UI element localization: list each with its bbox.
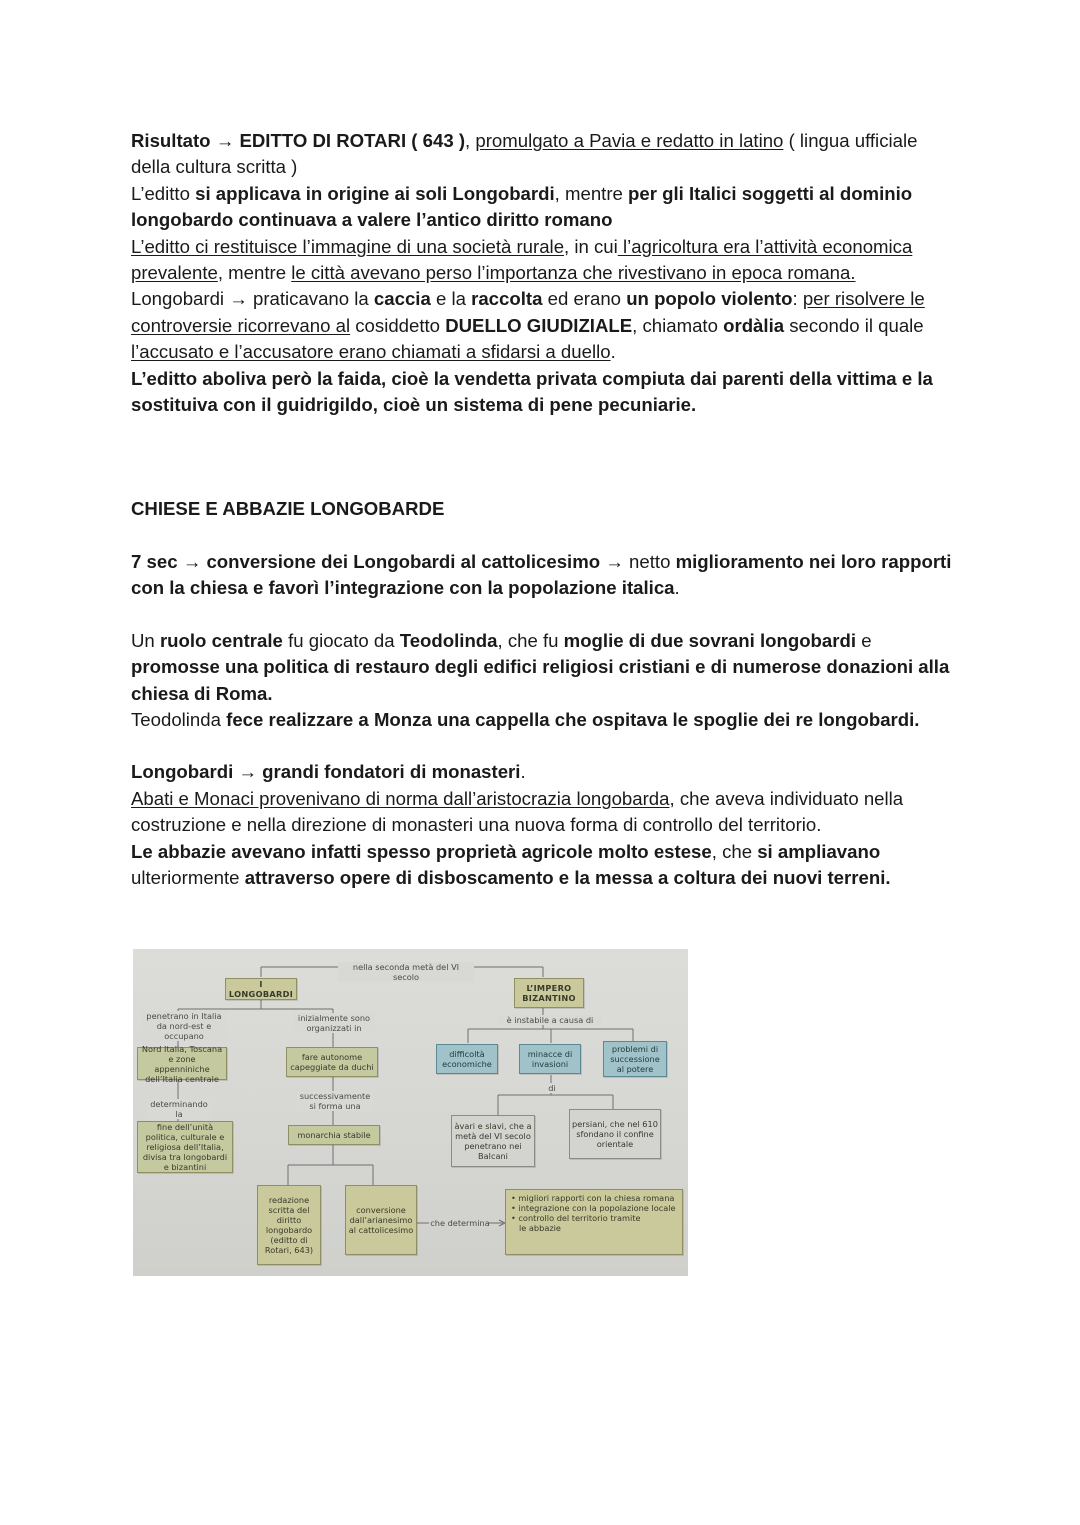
text-run: secondo il quale xyxy=(784,314,924,336)
paragraph-faida-guidrigildo xyxy=(131,366,961,419)
text-run: miglioramento nei loro rapporti con la chiesa e favorì l’integrazione con la popolazione italica xyxy=(131,550,952,599)
text-run: si ampliavano xyxy=(757,840,881,862)
text-run: cosiddetto xyxy=(350,314,446,336)
text-run: . xyxy=(674,577,680,599)
longobardi-box: I LONGOBARDI xyxy=(225,978,297,1000)
text-run: le città avevano perso l’importanza che rivestivano in epoca romana. xyxy=(291,262,856,284)
inizialmente-label: inizialmente sono organizzati in xyxy=(293,1013,375,1033)
paragraph-societa-rurale xyxy=(131,234,961,287)
redazione-box: redazione scritta del diritto longobardo (editto di Rotari, 643) xyxy=(257,1185,321,1265)
problemi-box: problemi di successione al potere xyxy=(603,1041,667,1077)
text-run: ulteriormente xyxy=(131,866,245,888)
persiani-box: persiani, che nel 610 sfondano il confine orientale xyxy=(569,1109,661,1159)
text-run: DUELLO GIUDIZIALE xyxy=(445,314,633,336)
text-run: fece realizzare a Monza una cappella che ospitava le spoglie dei re longobardi. xyxy=(226,708,920,730)
text-run: , xyxy=(465,130,476,151)
effetto-item: • controllo del territorio tramite xyxy=(511,1213,641,1223)
text-run: Longobardi → grandi fondatori di monasteri xyxy=(131,761,521,783)
document-text xyxy=(131,128,961,891)
determinando-label: determinando la xyxy=(147,1099,211,1119)
text-run: promosse una politica di restauro degli edifici religiosi cristiani e di numerose donazioni alla chiesa di Roma. xyxy=(131,656,950,704)
text-run: . xyxy=(610,341,616,363)
section-heading: CHIESE E ABBAZIE LONGOBARDE xyxy=(131,498,445,520)
paragraph-monasteri xyxy=(131,759,961,785)
text-run: ed erano xyxy=(542,288,627,310)
text-run: , mentre xyxy=(217,262,292,284)
text-run: moglie di due sovrani longobardi xyxy=(563,629,857,651)
effetto-item: le abbazie xyxy=(519,1223,561,1233)
text-run: , che fu xyxy=(497,629,564,651)
paragraph-editto-applicazione xyxy=(131,181,961,234)
text-run: Longobardi → praticavano la xyxy=(131,288,374,310)
text-run: fu giocato da xyxy=(282,629,400,651)
duchi-box: fare autonome capeggiate da duchi xyxy=(286,1047,378,1077)
effetto-item: • integrazione con la popolazione locale xyxy=(511,1203,676,1213)
che-determina-label: che determina xyxy=(430,1218,490,1228)
effetti-box xyxy=(505,1189,683,1255)
paragraph-monza xyxy=(131,707,961,733)
text-run: . xyxy=(520,761,526,783)
text-run: , che xyxy=(711,840,758,862)
text-run: Le abbazie avevano infatti spesso proprietà agricole molto estese xyxy=(131,840,712,862)
paragraph-abati-monaci xyxy=(131,786,961,839)
text-run: e xyxy=(856,629,872,651)
successivamente-label: successivamente si forma una xyxy=(296,1091,374,1111)
text-run: , mentre xyxy=(554,182,629,204)
conversione-box: conversione dall’arianesimo al cattolicesimo xyxy=(345,1185,417,1255)
top-label: nella seconda metà del VI secolo xyxy=(338,962,474,982)
text-run: : xyxy=(792,288,803,310)
text-run: , chiamato xyxy=(632,314,724,336)
paragraph-duello-giudiziale xyxy=(131,286,961,365)
text-run: raccolta xyxy=(471,288,543,310)
penetrano-label: penetrano in Italia da nord-est e occupano xyxy=(141,1011,227,1041)
text-run: L’editto xyxy=(131,182,196,204)
impero-bizantino-box: L’IMPERO BIZANTINO xyxy=(514,978,584,1008)
text-run: Teodolinda xyxy=(399,629,498,651)
text-run: Risultato → EDITTO DI ROTARI ( 643 ) xyxy=(131,130,466,151)
text-run: Teodolinda xyxy=(131,708,227,730)
text-run: l’accusato e l’accusatore erano chiamati a sfidarsi a duello xyxy=(131,341,611,363)
text-run: → netto xyxy=(600,550,676,572)
text-run: e la xyxy=(430,288,472,310)
text-run: per gli Italici soggetti al dominio longobardo continuava a valere l’antico diritto romano xyxy=(131,182,913,231)
text-run: ( lingua ufficiale della cultura scritta ) xyxy=(131,130,918,178)
difficolta-box: difficoltà economiche xyxy=(436,1044,498,1074)
text-run: un popolo violento xyxy=(626,288,793,310)
text-run: ruolo centrale xyxy=(159,629,283,651)
text-run: , in cui xyxy=(564,235,618,257)
paragraph-editto-rotari xyxy=(131,128,961,181)
minacce-box: minacce di invasioni xyxy=(519,1044,581,1074)
effetto-item: • migliori rapporti con la chiesa romana xyxy=(511,1193,675,1203)
paragraph-abbazie xyxy=(131,839,961,892)
text-run: attraverso opere di disboscamento e la messa a coltura dei nuovi terreni. xyxy=(244,866,891,888)
text-run: 7 sec → conversione dei Longobardi al cattolicesimo xyxy=(131,550,601,572)
nord-italia-box: Nord Italia, Toscana e zone appenniniche dell’Italia centrale xyxy=(137,1047,227,1080)
text-run: promulgato a Pavia e redatto in latino xyxy=(475,130,784,151)
fine-unita-box: fine dell’unità politica, culturale e religiosa dell’Italia, divisa tra longobardi e bizantini xyxy=(137,1121,233,1173)
text-run: per risolvere le controversie ricorrevano al xyxy=(131,288,925,336)
text-run: Un xyxy=(131,629,160,651)
text-run: L’editto aboliva però la faida, cioè la vendetta privata compiuta dai parenti della vittima e la sostituiva con il guidrigildo, cioè un sistema di pene pecuniarie. xyxy=(131,367,933,416)
text-run: Abati e Monaci provenivano di norma dall’aristocrazia longobarda xyxy=(131,787,670,809)
di-label: di xyxy=(545,1083,559,1093)
text-run: caccia xyxy=(373,288,431,310)
text-run: ordàlia xyxy=(723,314,785,336)
paragraph-conversione xyxy=(131,549,961,602)
monarchia-box: monarchia stabile xyxy=(288,1125,380,1145)
text-run: , che aveva individuato nella costruzione e nella direzione di monasteri una nuova forma di controllo del territorio. xyxy=(131,787,904,836)
instabile-label: è instabile a causa di xyxy=(499,1015,601,1025)
avari-box: àvari e slavi, che a metà del VI secolo penetrano nei Balcani xyxy=(451,1115,535,1167)
text-run: L’editto ci restituisce l’immagine di una società rurale xyxy=(131,235,565,257)
text-run: si applicava in origine ai soli Longobardi xyxy=(195,182,555,204)
paragraph-teodolinda xyxy=(131,628,961,707)
concept-map-image xyxy=(133,949,688,1276)
text-run: l’agricoltura era l’attività economica prevalente xyxy=(131,235,913,284)
